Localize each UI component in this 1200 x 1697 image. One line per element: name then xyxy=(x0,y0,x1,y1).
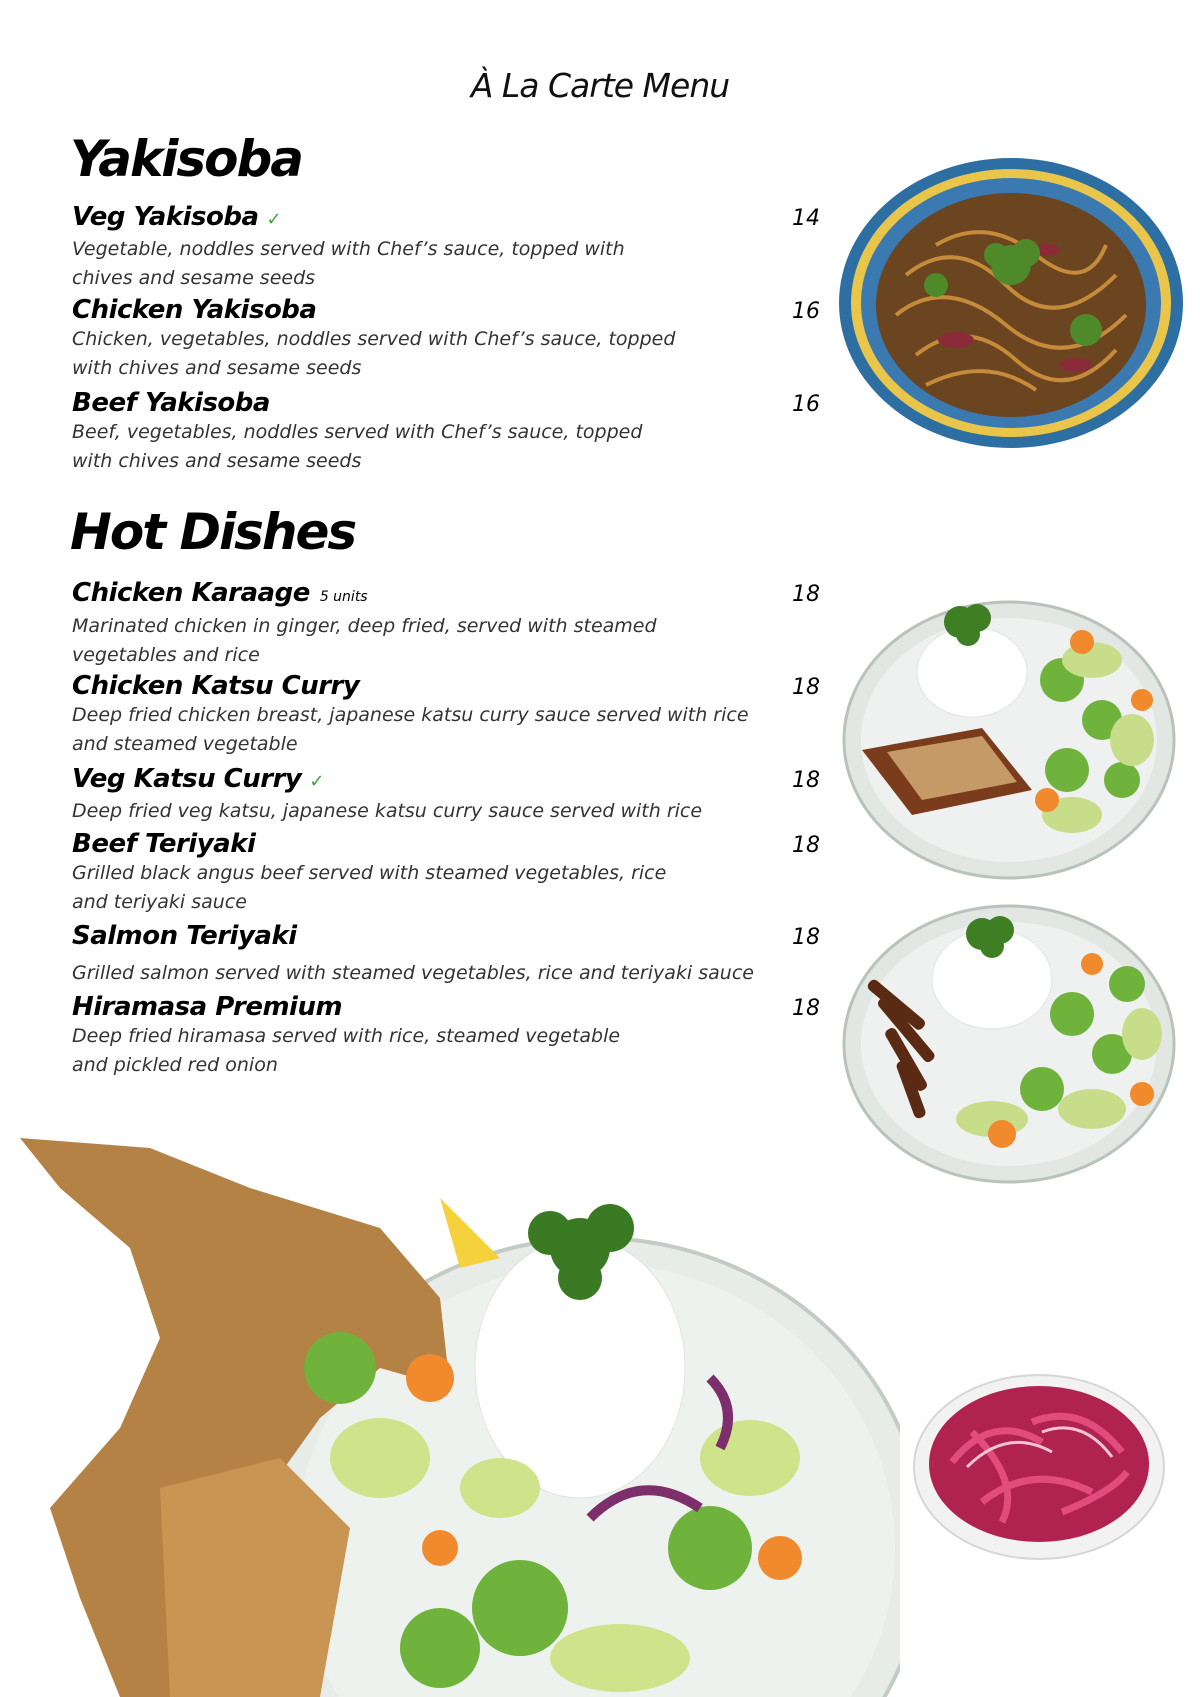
item-description-line: Marinated chicken in ginger, deep fried, served with steamed xyxy=(72,615,657,637)
menu-item-chicken-karaage xyxy=(72,578,812,670)
salmon-teriyaki-plate-photo xyxy=(842,600,1176,880)
item-name: Veg Yakisoba xyxy=(72,202,259,232)
item-description-line: with chives and sesame seeds xyxy=(72,450,362,472)
item-description-line: chives and sesame seeds xyxy=(72,267,316,289)
menu-item-salmon-teriyaki xyxy=(72,921,812,988)
menu-item-beef-yakisoba xyxy=(72,388,812,476)
unit-note: 5 units xyxy=(319,589,368,605)
item-name: Salmon Teriyaki xyxy=(72,921,297,951)
item-price: 18 xyxy=(792,675,820,700)
item-price: 14 xyxy=(792,206,820,231)
item-price: 18 xyxy=(792,996,820,1021)
item-description-line: Deep fried veg katsu, japanese katsu curry sauce served with rice xyxy=(72,800,703,822)
item-name: Beef Teriyaki xyxy=(72,829,256,859)
item-description-line: and steamed vegetable xyxy=(72,733,298,755)
item-description-line: Deep fried chicken breast, japanese katsu curry sauce served with rice xyxy=(72,704,749,726)
menu-item-veg-katsu-curry xyxy=(72,764,812,826)
section-title-hot-dishes: Hot Dishes xyxy=(70,503,356,561)
section-title-yakisoba: Yakisoba xyxy=(70,130,303,188)
item-price: 16 xyxy=(792,392,820,417)
page-title: À La Carte Menu xyxy=(470,66,730,105)
item-description-line: Vegetable, noddles served with Chef’s sauce, topped with xyxy=(72,238,625,260)
vegetarian-icon: ✓ xyxy=(309,771,324,792)
item-description-line: and pickled red onion xyxy=(72,1054,278,1076)
item-description-line: Chicken, vegetables, noddles served with Chef’s sauce, topped xyxy=(72,328,676,350)
vegetarian-icon: ✓ xyxy=(266,209,282,230)
menu-item-beef-teriyaki xyxy=(72,829,812,917)
item-description-line: Deep fried hiramasa served with rice, steamed vegetable xyxy=(72,1025,621,1047)
menu-item-veg-yakisoba xyxy=(72,202,812,293)
item-price: 18 xyxy=(792,925,820,950)
item-description-line: Grilled black angus beef served with steamed vegetables, rice xyxy=(72,862,667,884)
item-name: Chicken Yakisoba xyxy=(72,295,317,325)
item-description-line: with chives and sesame seeds xyxy=(72,357,362,379)
menu-item-hiramasa-premium xyxy=(72,992,812,1080)
pickled-onion-bowl-photo xyxy=(912,1372,1167,1562)
item-price: 18 xyxy=(792,833,820,858)
item-description-line: Grilled salmon served with steamed vegetables, rice and teriyaki sauce xyxy=(72,962,754,984)
item-price: 16 xyxy=(792,299,820,324)
item-description-line: Beef, vegetables, noddles served with Chef’s sauce, topped xyxy=(72,421,643,443)
item-description-line: and teriyaki sauce xyxy=(72,891,247,913)
item-price: 18 xyxy=(792,768,820,793)
item-name: Chicken Karaage xyxy=(72,578,310,608)
item-price: 18 xyxy=(792,582,820,607)
menu-item-chicken-katsu-curry xyxy=(72,671,812,759)
item-name: Beef Yakisoba xyxy=(72,388,270,418)
menu-item-chicken-yakisoba xyxy=(72,295,812,383)
item-name: Chicken Katsu Curry xyxy=(72,671,360,701)
item-name: Veg Katsu Curry xyxy=(72,764,302,794)
item-description-line: vegetables and rice xyxy=(72,644,260,666)
yakisoba-bowl-photo xyxy=(836,155,1186,450)
item-name: Hiramasa Premium xyxy=(72,992,343,1022)
hiramasa-plate-photo xyxy=(20,1128,900,1697)
